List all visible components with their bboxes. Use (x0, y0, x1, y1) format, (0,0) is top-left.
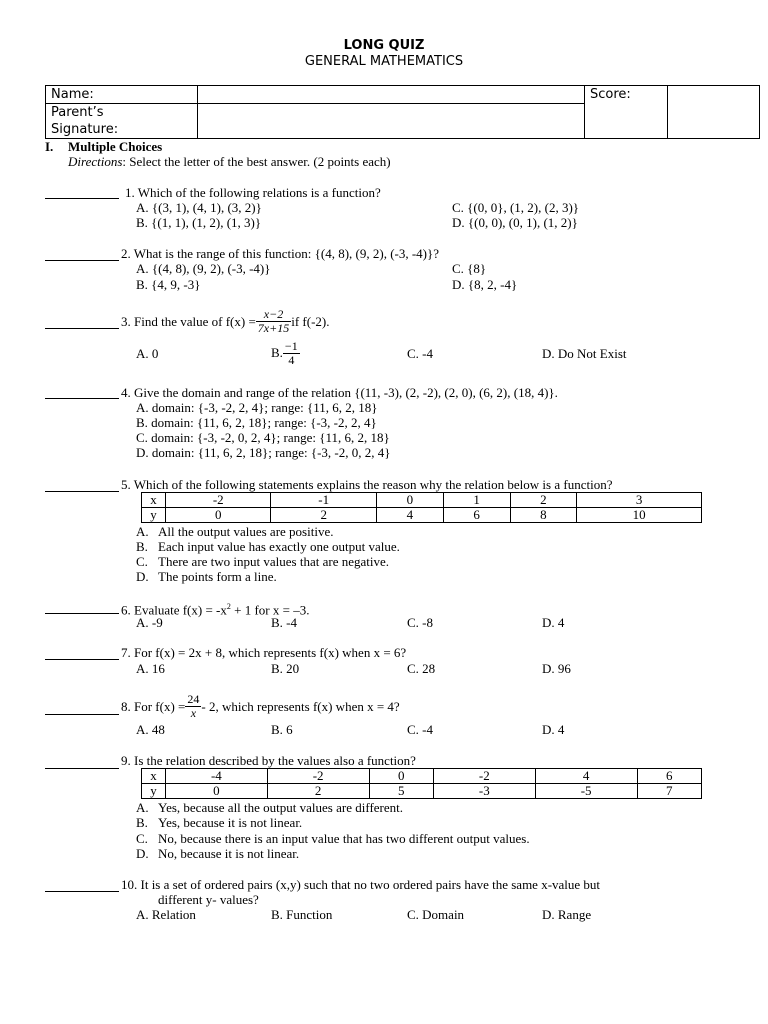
q4-choice-d: D. domain: {11, 6, 2, 18}; range: {-3, -2, 0, 2, 4} (136, 445, 391, 460)
q5-x-row (142, 493, 702, 508)
q3-fraction-numerator: x−2 (256, 308, 291, 322)
quiz-subtitle: GENERAL MATHEMATICS (304, 54, 464, 69)
table-cell: y (142, 784, 166, 799)
question-1: 1. Which of the following relations is a function? (125, 185, 381, 200)
q5-choice-a-letter: A. (136, 524, 149, 539)
table-cell: x (142, 493, 166, 508)
question-9: 9. Is the relation described by the values also a function? (121, 753, 416, 768)
q3-choice-b-label: B. (271, 345, 283, 360)
answer-blank-4[interactable] (45, 384, 119, 399)
answer-blank-6[interactable] (45, 599, 119, 614)
q5-choice-d: The points form a line. (158, 569, 277, 584)
parent-label-line2: Signature: (51, 122, 119, 137)
table-cell: -2 (267, 769, 369, 784)
q9-x-row (142, 769, 702, 784)
answer-blank-5[interactable] (45, 477, 119, 492)
q8-prefix: 8. For f(x) = (121, 698, 186, 714)
q1-choice-d: D. {(0, 0), (0, 1), (1, 2)} (452, 215, 578, 230)
q1-choice-b: B. {(1, 1), (1, 2), (1, 3)} (136, 215, 262, 230)
table-cell: 3 (577, 493, 702, 508)
answer-blank-8[interactable] (45, 700, 119, 715)
name-field[interactable] (198, 86, 585, 104)
q10-choice-a: A. Relation (136, 907, 196, 922)
q7-choice-c: C. 28 (407, 661, 436, 676)
answer-blank-10[interactable] (45, 877, 119, 892)
table-cell: 0 (376, 493, 443, 508)
parent-signature-field[interactable] (198, 104, 585, 139)
q5-y-row (142, 508, 702, 523)
q5-xy-table (141, 492, 702, 523)
q8-choice-d: D. 4 (542, 722, 565, 737)
q9-choice-a: Yes, because all the output values are different. (158, 800, 404, 815)
score-label-cell (585, 86, 668, 139)
table-cell: -5 (535, 784, 637, 799)
q6-choice-d: D. 4 (542, 615, 565, 630)
q9-choice-c-letter: C. (136, 831, 148, 846)
q3-suffix: if f(-2). (291, 313, 330, 329)
question-3 (121, 306, 329, 336)
table-cell: 0 (369, 769, 433, 784)
q6-suffix: + 1 for x = –3. (230, 602, 310, 618)
table-cell: 0 (166, 508, 271, 523)
table-cell: -1 (271, 493, 376, 508)
q10-choice-d: D. Range (542, 907, 592, 922)
table-cell: 2 (271, 508, 376, 523)
q5-choice-a: All the output values are positive. (158, 524, 334, 539)
q10-choice-c: C. Domain (407, 907, 465, 922)
q7-choice-d: D. 96 (542, 661, 571, 676)
q7-choice-a: A. 16 (136, 661, 165, 676)
question-7: 7. For f(x) = 2x + 8, which represents f(x) when x = 6? (121, 645, 407, 660)
q9-y-row (142, 784, 702, 799)
quiz-title: LONG QUIZ (343, 38, 425, 53)
table-cell: 6 (637, 769, 702, 784)
q3-choice-b-numerator: −1 (284, 338, 298, 353)
q4-choice-c: C. domain: {-3, -2, 0, 2, 4}; range: {11, 6, 2, 18} (136, 430, 390, 445)
directions-text: : Select the letter of the best answer. (2 points each) (122, 154, 391, 169)
name-label-cell (46, 86, 198, 104)
q3-choice-b-fraction (283, 340, 300, 367)
q5-choice-c: There are two input values that are negative. (158, 554, 390, 569)
q5-choice-c-letter: C. (136, 554, 148, 569)
q8-fraction-numerator: 24 (187, 691, 200, 706)
q8-fraction-denominator: x (190, 705, 197, 720)
q1-choice-c: C. {(0, 0}, (1, 2), (2, 3)} (452, 200, 580, 215)
q3-choice-b-denominator: 4 (288, 352, 295, 367)
table-cell: -3 (433, 784, 535, 799)
answer-blank-9[interactable] (45, 754, 119, 769)
table-cell: 8 (510, 508, 577, 523)
q3-prefix: 3. Find the value of f(x) = (121, 313, 256, 329)
q3-fraction-denominator: 7x+15 (257, 320, 290, 335)
q6-choice-c: C. -8 (407, 615, 433, 630)
student-info-table (45, 85, 760, 139)
q2-choice-b: B. {4, 9, -3} (136, 277, 201, 292)
q9-choice-c: No, because there is an input value that has two different output values. (158, 831, 530, 846)
table-cell: 0 (166, 784, 268, 799)
answer-blank-1[interactable] (45, 184, 119, 199)
q2-choice-c: C. {8} (452, 261, 487, 276)
q3-choice-c: C. -4 (407, 346, 433, 361)
directions-label: Directions (68, 154, 123, 169)
parent-signature-label-cell (46, 104, 198, 139)
question-2: 2. What is the range of this function: {(4, 8), (9, 2), (-3, -4)}? (121, 246, 440, 261)
question-5: 5. Which of the following statements explains the reason why the relation below is a function? (121, 477, 613, 492)
q7-choice-b: B. 20 (271, 661, 300, 676)
score-field[interactable] (668, 86, 760, 139)
q5-choice-b-letter: B. (136, 539, 148, 554)
q8-suffix: - 2, which represents f(x) when x = 4? (201, 698, 400, 714)
q6-exponent: 2 (226, 602, 231, 611)
q9-choice-b-letter: B. (136, 815, 148, 830)
q5-choice-b: Each input value has exactly one output value. (158, 539, 400, 554)
q8-choice-b: B. 6 (271, 722, 293, 737)
q9-choice-d-letter: D. (136, 846, 149, 861)
q6-prefix: 6. Evaluate f(x) = -x (121, 602, 227, 618)
q8-fraction (185, 693, 201, 720)
section-number: I. (45, 139, 54, 154)
q2-choice-d: D. {8, 2, -4} (452, 277, 518, 292)
q9-choice-d: No, because it is not linear. (158, 846, 300, 861)
q3-choice-a: A. 0 (136, 346, 159, 361)
parent-label-line1: Parent’s (51, 105, 104, 120)
question-4: 4. Give the domain and range of the relation {(11, -3), (2, -2), (2, 0), (6, 2), (18, 4)}. (121, 385, 558, 400)
q6-choice-b: B. -4 (271, 615, 297, 630)
table-cell: 2 (267, 784, 369, 799)
table-cell: 5 (369, 784, 433, 799)
table-cell: y (142, 508, 166, 523)
q1-choice-a: A. {(3, 1), (4, 1), (3, 2)} (136, 200, 262, 215)
table-cell: x (142, 769, 166, 784)
question-8 (121, 691, 400, 721)
table-cell: -2 (166, 493, 271, 508)
q2-choice-a: A. {(4, 8), (9, 2), (-3, -4)} (136, 261, 271, 276)
name-label: Name: (51, 87, 94, 102)
table-cell: -2 (433, 769, 535, 784)
q5-choice-d-letter: D. (136, 569, 149, 584)
q10-choice-b: B. Function (271, 907, 333, 922)
q3-fraction (256, 308, 291, 335)
q3-choice-b (271, 338, 300, 368)
table-cell: 6 (443, 508, 510, 523)
table-cell: 4 (376, 508, 443, 523)
answer-blank-7[interactable] (45, 645, 119, 660)
q6-choice-a: A. -9 (136, 615, 163, 630)
q4-choice-a: A. domain: {-3, -2, 2, 4}; range: {11, 6, 2, 18} (136, 400, 378, 415)
question-10-line2: different y- values? (158, 892, 259, 907)
section-directions (68, 154, 391, 169)
question-10-line1: 10. It is a set of ordered pairs (x,y) such that no two ordered pairs have the same x-value but (121, 877, 601, 892)
table-cell: 10 (577, 508, 702, 523)
q4-choice-b: B. domain: {11, 6, 2, 18}; range: {-3, -2, 2, 4} (136, 415, 377, 430)
q3-choice-d: D. Do Not Exist (542, 346, 627, 361)
q8-choice-c: C. -4 (407, 722, 433, 737)
table-cell: 2 (510, 493, 577, 508)
q9-choice-b: Yes, because it is not linear. (158, 815, 303, 830)
answer-blank-2[interactable] (45, 246, 119, 261)
answer-blank-3[interactable] (45, 314, 119, 329)
section-title: Multiple Choices (68, 139, 163, 154)
table-cell: 1 (443, 493, 510, 508)
table-cell: -4 (166, 769, 268, 784)
q8-choice-a: A. 48 (136, 722, 165, 737)
score-label: Score: (590, 87, 631, 102)
q9-xy-table (141, 768, 702, 799)
table-cell: 4 (535, 769, 637, 784)
table-cell: 7 (637, 784, 702, 799)
q9-choice-a-letter: A. (136, 800, 149, 815)
